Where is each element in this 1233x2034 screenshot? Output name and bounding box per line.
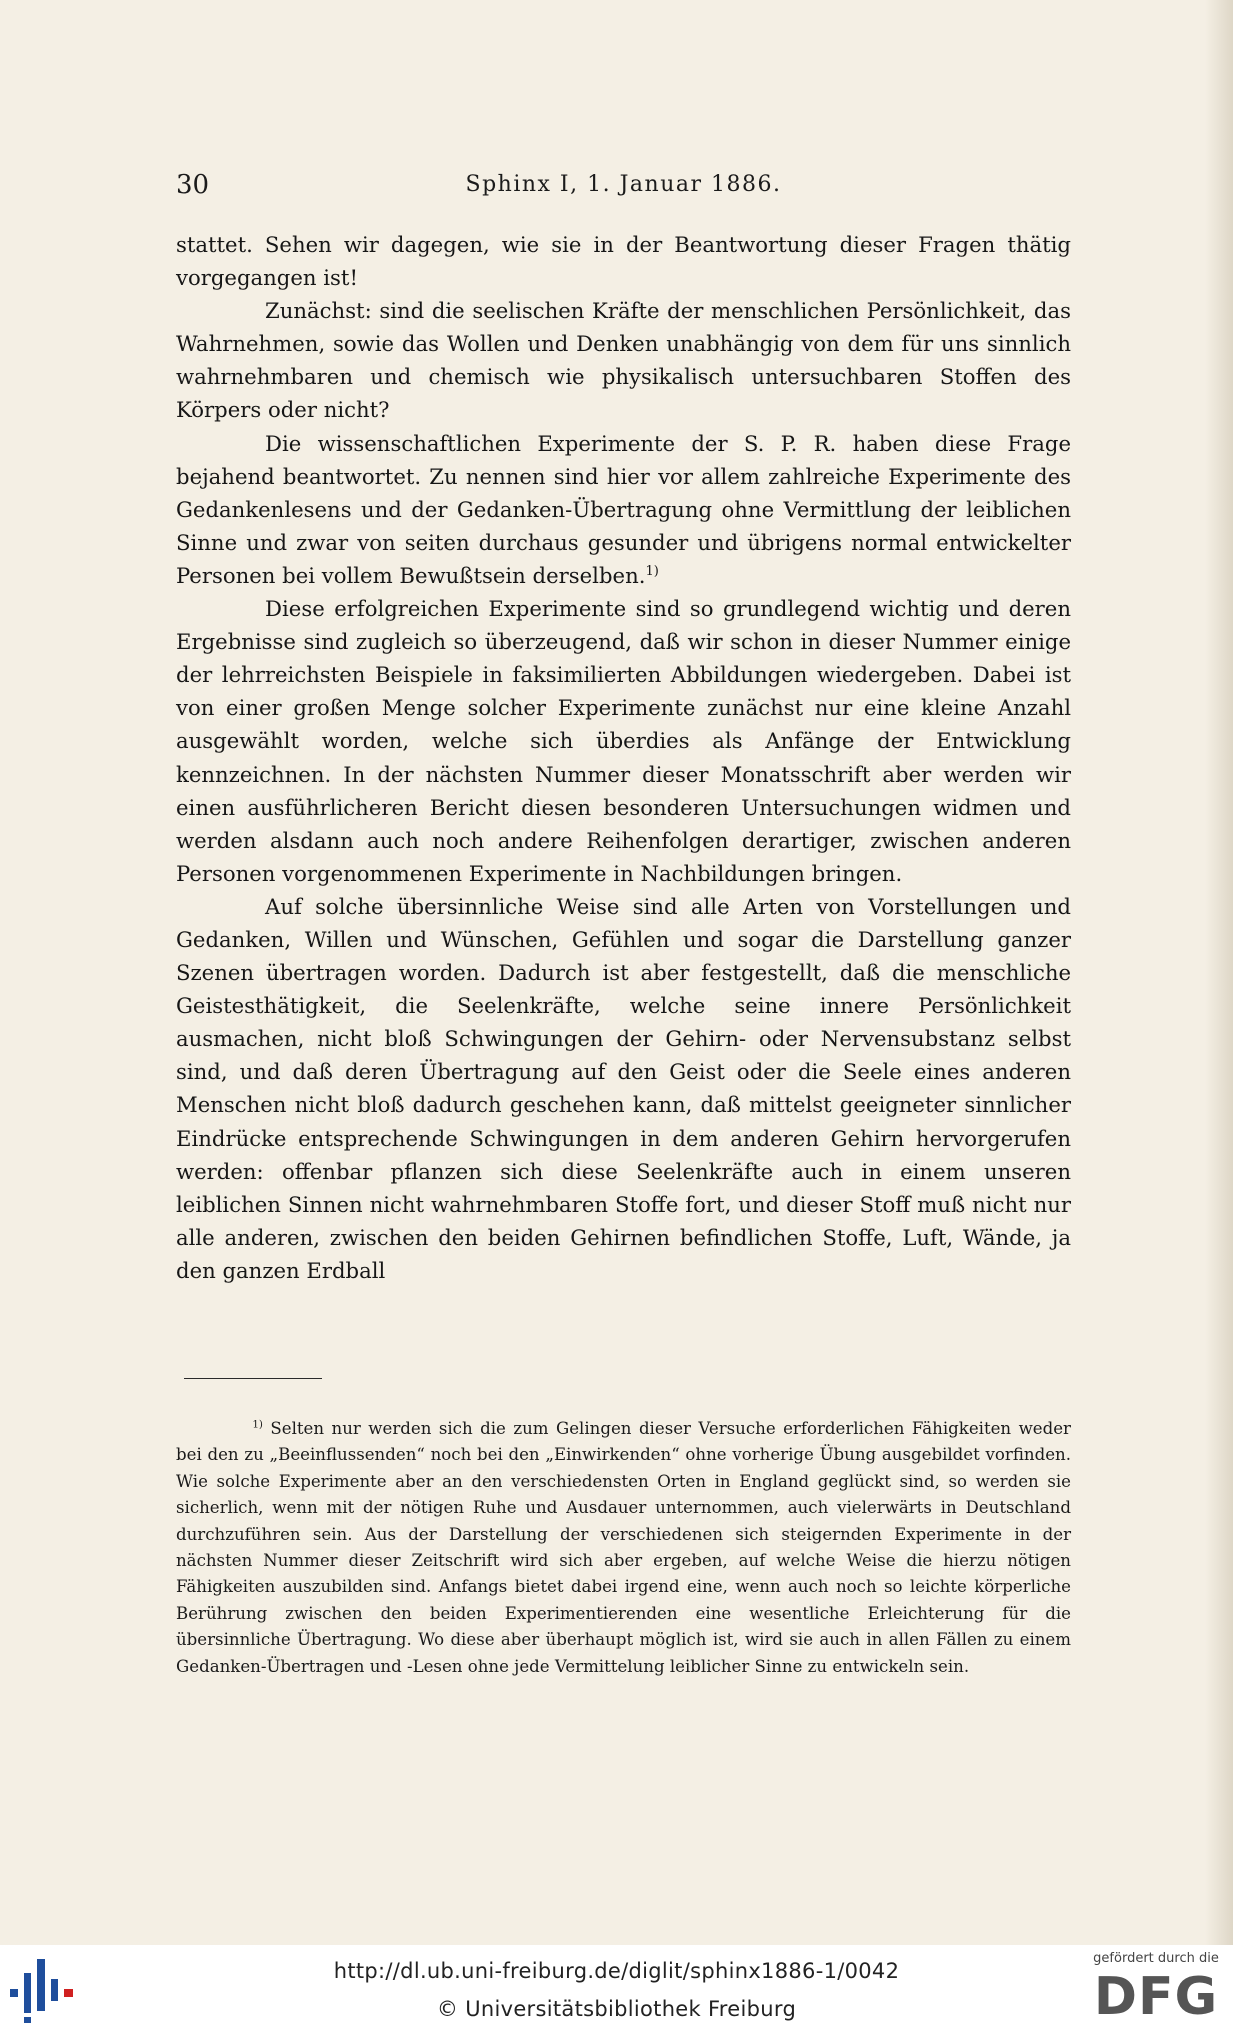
footnote-text: Selten nur werden sich die zum Gelingen dieser Versuche erforderlichen Fähigkeiten weder bei den zu „Beeinflussenden“ noch bei den „Einwirkenden“ ohne vorherige Übung ausgebildet vorfinden. Wie solche Experimente aber an den verschiedensten Orten in England geglückt sind, so werden sie sicherlich, wenn mit der nötigen Ruhe und Ausdauer unternommen, auch vielerwärts in Deutschland durchzuführen sein. Aus der Darstellung der verschiedenen sich steigernden Experimente in der nächsten Nummer dieser Zeitschrift wird sich aber ergeben, auf welche Weise die hierzu nötigen Fähigkeiten auszubilden sind. Anfangs bietet dabei irgend eine, wenn auch noch so leichte körperliche Berührung zwischen den beiden Experimentierenden eine wesentliche Erleichterung für die übersinnliche Übertragung. Wo diese aber überhaupt möglich ist, wird sie auch in allen Fällen zu einem Gedanken-Übertragen und -Lesen ohne jede Vermittelung leiblicher Sinne zu entwickeln sein. [176, 1419, 1071, 1676]
footnote [176, 1416, 1071, 1680]
footnote-reference: 1) [645, 563, 659, 579]
viewer-footer [0, 1945, 1233, 2034]
paragraph: Auf solche übersinnliche Weise sind alle Arten von Vorstellungen und Gedanken, Willen und Wünschen, Gefühlen und sogar die Darstellung ganzer Szenen übertragen worden. Dadurch ist aber festgestellt, daß die menschliche Geistesthätigkeit, die Seelenkräfte, welche seine innere Persönlichkeit ausmachen, nicht bloß Schwingungen der Gehirn- oder Nervensubstanz selbst sind, und daß deren Übertragung auf den Geist oder die Seele eines anderen Menschen nicht bloß dadurch geschehen kann, daß mittelst geeigneter sinnlicher Eindrücke entsprechende Schwingungen in dem anderen Gehirn hervorgerufen werden: offenbar pflanzen sich diese Seelenkräfte auch in einem unseren leiblichen Sinnen nicht wahrnehmbaren Stoffe fort, und dieser Stoff muß nicht nur alle anderen, zwischen den beiden Gehirnen befindlichen Stoffe, Luft, Wände, ja den ganzen Erdball [176, 893, 1071, 1283]
dfg-wordmark: DFG [1093, 1967, 1219, 2027]
paragraph: stattet. Sehen wir dagegen, wie sie in der Beantwortung dieser Fragen thätig vorgegangen ist! [176, 232, 1071, 291]
footnote-marker: 1) [252, 1418, 263, 1431]
dfg-logo[interactable] [1086, 1951, 1226, 2031]
footnote-divider [184, 1378, 322, 1379]
paragraph: Diese erfolgreichen Experimente sind so grundlegend wichtig und deren Ergebnisse sind zugleich so überzeugend, daß wir schon in dieser Nummer einige der lehrreichsten Beispiele in faksimilierten Abbildungen wiedergeben. Dabei ist von einer großen Menge solcher Experimente zunächst nur eine kleine Anzahl ausgewählt worden, welche sich überdies als Anfänge der Entwicklung kennzeichnen. In der nächsten Nummer dieser Monatsschrift aber werden wir einen ausführlicheren Bericht diesen besonderen Untersuchungen widmen und werden alsdann auch noch andere Reihenfolgen derartiger, zwischen anderen Personen vorgenommenen Experimente in Nachbildungen bringen. [176, 596, 1071, 886]
page-header [176, 170, 1071, 204]
running-title: Sphinx I, 1. Januar 1886. [465, 172, 782, 197]
permalink[interactable]: http://dl.ub.uni-freiburg.de/diglit/sphinx1886-1/0042 [333, 1959, 900, 1983]
page-number: 30 [176, 170, 210, 200]
main-text [176, 228, 1071, 1287]
paragraph: Zunächst: sind die seelischen Kräfte der menschlichen Persönlichkeit, das Wahrnehmen, sowie das Wollen und Denken unabhängig von dem für uns sinnlich wahrnehmbaren und chemisch wie physikalisch untersuchbaren Stoffen des Körpers oder nicht? [176, 298, 1071, 423]
footnote-paragraph [176, 1416, 1071, 1680]
paragraph [176, 427, 1071, 592]
paragraph-text: Die wissenschaftlichen Experimente der S. P. R. haben diese Frage bejahend beantwortet. Zu nennen sind hier vor allem zahlreiche Experimente des Gedankenlesens und der Gedanken-Übertragung ohne Vermittlung der leiblichen Sinne und zwar von seiten durchaus gesunder und übrigens normal entwickelter Personen bei vollem Bewußtsein derselben. [176, 430, 1071, 588]
dfg-tagline: gefördert durch die [1093, 1951, 1219, 1966]
copyright: © Universitätsbibliothek Freiburg [436, 1997, 797, 2021]
